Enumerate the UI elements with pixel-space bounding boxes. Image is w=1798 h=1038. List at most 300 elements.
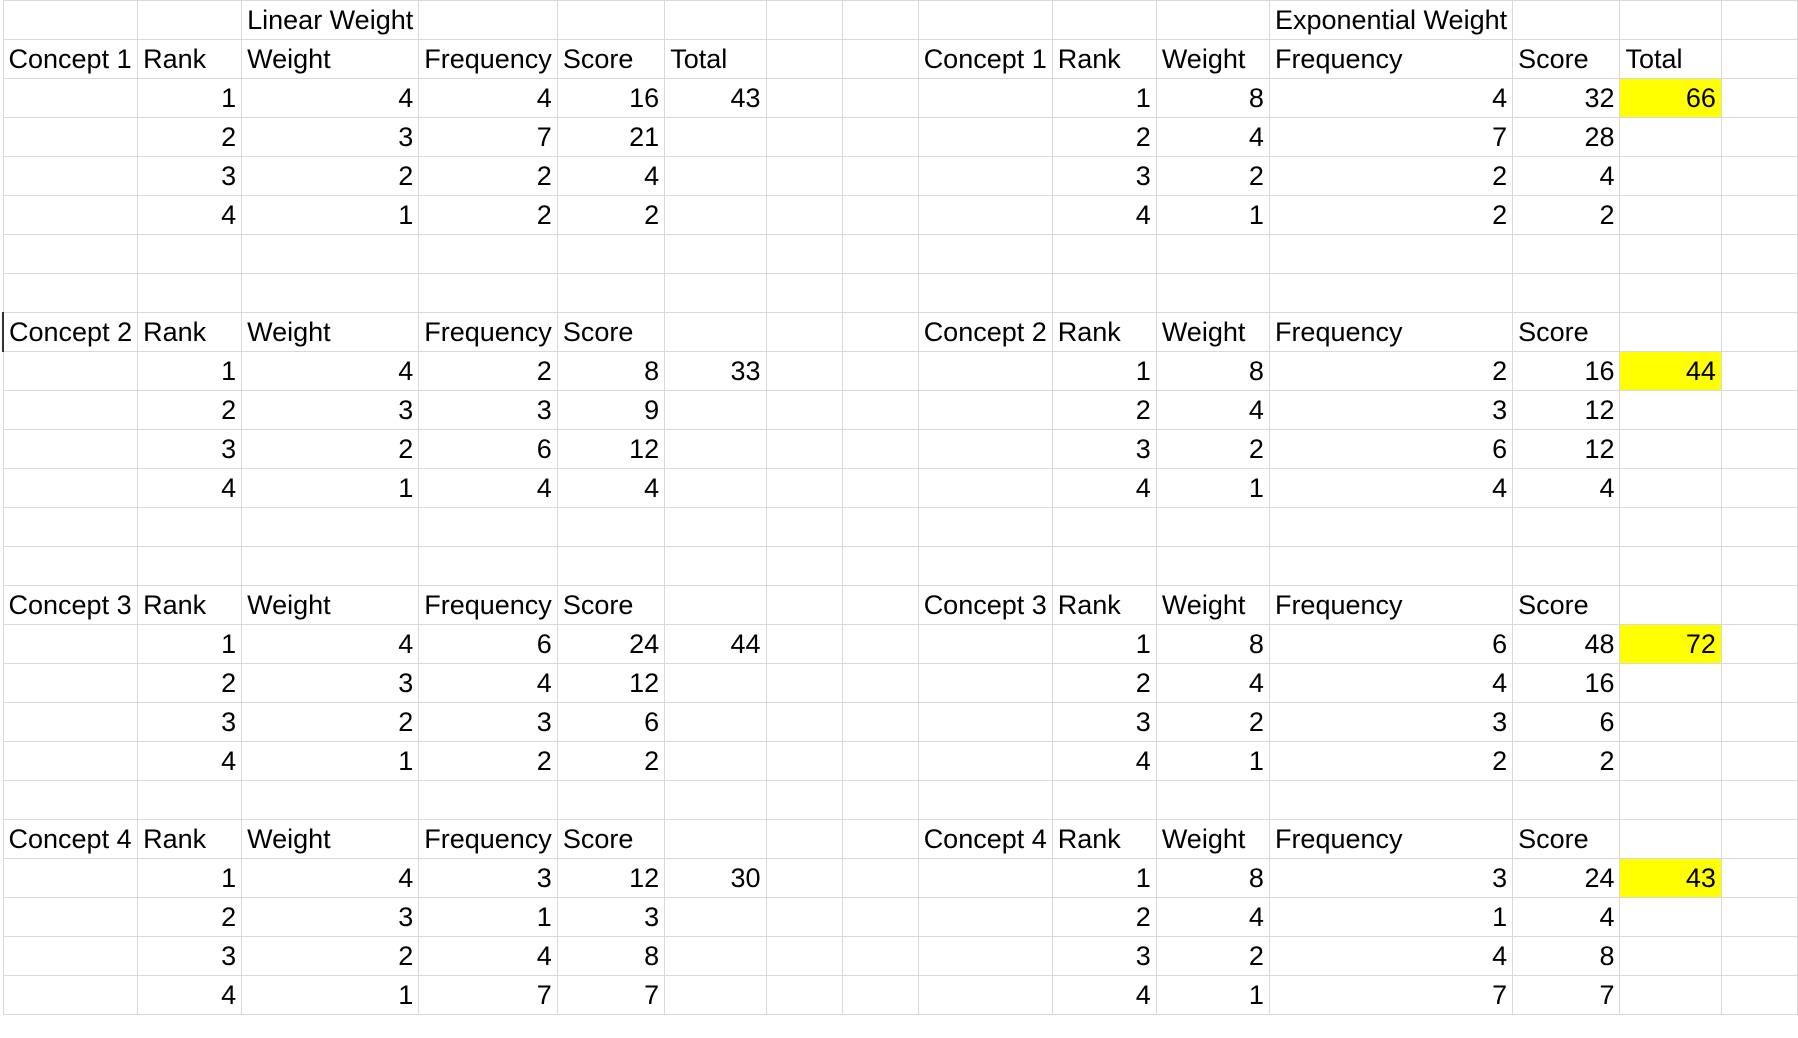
sheet-cell[interactable]: 4	[138, 196, 242, 235]
sheet-cell[interactable]: 3	[138, 703, 242, 742]
sheet-cell[interactable]	[665, 430, 766, 469]
sheet-cell[interactable]	[842, 547, 918, 586]
sheet-cell[interactable]: 4	[1052, 976, 1156, 1015]
sheet-cell[interactable]	[766, 157, 842, 196]
sheet-cell[interactable]	[842, 703, 918, 742]
sheet-cell[interactable]: 4	[242, 352, 419, 391]
sheet-cell[interactable]: 3	[1269, 391, 1512, 430]
sheet-cell[interactable]: 3	[242, 391, 419, 430]
sheet-cell[interactable]	[3, 976, 138, 1015]
sheet-cell[interactable]	[1620, 313, 1721, 352]
sheet-cell[interactable]	[557, 547, 664, 586]
sheet-cell[interactable]	[918, 79, 1052, 118]
sheet-cell[interactable]: 66	[1620, 79, 1721, 118]
sheet-cell[interactable]: 12	[1513, 391, 1620, 430]
sheet-cell[interactable]	[918, 469, 1052, 508]
sheet-cell[interactable]	[918, 976, 1052, 1015]
sheet-cell[interactable]	[3, 625, 138, 664]
sheet-cell[interactable]: Concept 4	[3, 820, 138, 859]
sheet-cell[interactable]	[1156, 508, 1269, 547]
sheet-cell[interactable]	[1721, 508, 1797, 547]
sheet-cell[interactable]: 12	[1513, 430, 1620, 469]
sheet-cell[interactable]	[1721, 352, 1797, 391]
sheet-cell[interactable]	[1721, 235, 1797, 274]
sheet-cell[interactable]	[766, 859, 842, 898]
sheet-cell[interactable]: 6	[1269, 430, 1512, 469]
sheet-cell[interactable]	[842, 937, 918, 976]
sheet-cell[interactable]: 8	[1156, 79, 1269, 118]
sheet-cell[interactable]: 3	[419, 859, 558, 898]
sheet-cell[interactable]: 16	[1513, 664, 1620, 703]
sheet-cell[interactable]	[1721, 664, 1797, 703]
sheet-cell[interactable]	[3, 781, 138, 820]
sheet-cell[interactable]: Concept 3	[3, 586, 138, 625]
sheet-cell[interactable]	[766, 937, 842, 976]
sheet-cell[interactable]: 3	[557, 898, 664, 937]
sheet-cell[interactable]: 3	[1052, 703, 1156, 742]
sheet-cell[interactable]	[419, 1, 558, 40]
sheet-cell[interactable]	[918, 508, 1052, 547]
sheet-cell[interactable]: 8	[1156, 625, 1269, 664]
sheet-cell[interactable]: Concept 2	[3, 313, 138, 352]
sheet-cell[interactable]	[1620, 391, 1721, 430]
sheet-cell[interactable]: 43	[665, 79, 766, 118]
sheet-cell[interactable]	[1721, 976, 1797, 1015]
sheet-cell[interactable]	[138, 781, 242, 820]
sheet-cell[interactable]	[842, 586, 918, 625]
sheet-cell[interactable]	[766, 820, 842, 859]
sheet-cell[interactable]: 4	[1156, 898, 1269, 937]
sheet-cell[interactable]: 2	[242, 937, 419, 976]
sheet-cell[interactable]	[242, 781, 419, 820]
sheet-cell[interactable]: Frequency	[1269, 313, 1512, 352]
sheet-cell[interactable]: 7	[1269, 118, 1512, 157]
sheet-cell[interactable]	[3, 157, 138, 196]
sheet-cell[interactable]	[1052, 274, 1156, 313]
sheet-cell[interactable]: 3	[1052, 430, 1156, 469]
sheet-cell[interactable]	[3, 79, 138, 118]
sheet-cell[interactable]	[766, 118, 842, 157]
sheet-cell[interactable]: 3	[419, 703, 558, 742]
sheet-cell[interactable]	[1721, 937, 1797, 976]
sheet-cell[interactable]: 4	[1156, 664, 1269, 703]
sheet-cell[interactable]	[1721, 586, 1797, 625]
sheet-cell[interactable]	[138, 274, 242, 313]
sheet-cell[interactable]: 44	[665, 625, 766, 664]
sheet-cell[interactable]	[1721, 313, 1797, 352]
sheet-cell[interactable]: Weight	[1156, 40, 1269, 79]
sheet-cell[interactable]: 7	[557, 976, 664, 1015]
sheet-cell[interactable]	[665, 469, 766, 508]
sheet-cell[interactable]: Exponential Weight	[1269, 1, 1512, 40]
sheet-cell[interactable]	[3, 508, 138, 547]
sheet-cell[interactable]	[1620, 937, 1721, 976]
sheet-cell[interactable]	[1269, 508, 1512, 547]
sheet-cell[interactable]	[918, 742, 1052, 781]
sheet-cell[interactable]: Score	[557, 586, 664, 625]
sheet-cell[interactable]	[1721, 391, 1797, 430]
sheet-cell[interactable]	[138, 1, 242, 40]
sheet-cell[interactable]: 2	[242, 703, 419, 742]
sheet-cell[interactable]	[665, 391, 766, 430]
sheet-cell[interactable]	[842, 157, 918, 196]
sheet-cell[interactable]	[918, 937, 1052, 976]
sheet-cell[interactable]	[665, 196, 766, 235]
sheet-cell[interactable]	[1721, 703, 1797, 742]
sheet-cell[interactable]	[918, 391, 1052, 430]
sheet-cell[interactable]: 4	[1269, 664, 1512, 703]
sheet-cell[interactable]	[419, 547, 558, 586]
sheet-cell[interactable]: 30	[665, 859, 766, 898]
sheet-cell[interactable]	[1620, 508, 1721, 547]
sheet-cell[interactable]	[557, 274, 664, 313]
sheet-cell[interactable]	[1620, 664, 1721, 703]
sheet-cell[interactable]	[1721, 274, 1797, 313]
sheet-cell[interactable]	[1156, 1, 1269, 40]
sheet-cell[interactable]	[842, 79, 918, 118]
sheet-cell[interactable]	[918, 118, 1052, 157]
sheet-cell[interactable]: 2	[419, 157, 558, 196]
sheet-cell[interactable]: 7	[419, 118, 558, 157]
sheet-cell[interactable]	[1620, 430, 1721, 469]
sheet-cell[interactable]: 4	[419, 664, 558, 703]
sheet-cell[interactable]: 4	[1052, 196, 1156, 235]
sheet-cell[interactable]	[918, 859, 1052, 898]
sheet-cell[interactable]: 16	[1513, 352, 1620, 391]
sheet-cell[interactable]: Weight	[242, 40, 419, 79]
sheet-cell[interactable]	[1513, 508, 1620, 547]
sheet-cell[interactable]: 6	[419, 625, 558, 664]
sheet-cell[interactable]: 3	[138, 937, 242, 976]
sheet-cell[interactable]	[1156, 274, 1269, 313]
sheet-cell[interactable]	[766, 274, 842, 313]
sheet-cell[interactable]: 1	[138, 79, 242, 118]
sheet-cell[interactable]: 24	[557, 625, 664, 664]
sheet-cell[interactable]	[242, 547, 419, 586]
sheet-cell[interactable]	[766, 352, 842, 391]
sheet-cell[interactable]: 4	[1052, 742, 1156, 781]
sheet-cell[interactable]	[842, 274, 918, 313]
sheet-cell[interactable]	[1052, 1, 1156, 40]
sheet-cell[interactable]: 4	[138, 976, 242, 1015]
sheet-cell[interactable]: Weight	[242, 313, 419, 352]
sheet-cell[interactable]	[842, 820, 918, 859]
sheet-cell[interactable]: 2	[1269, 352, 1512, 391]
sheet-cell[interactable]: Linear Weight	[242, 1, 419, 40]
sheet-cell[interactable]: 24	[1513, 859, 1620, 898]
sheet-cell[interactable]: 4	[557, 157, 664, 196]
sheet-cell[interactable]: 3	[1052, 157, 1156, 196]
sheet-cell[interactable]	[842, 742, 918, 781]
sheet-cell[interactable]	[665, 235, 766, 274]
sheet-cell[interactable]: Rank	[1052, 820, 1156, 859]
sheet-cell[interactable]: Frequency	[1269, 40, 1512, 79]
sheet-cell[interactable]	[842, 1, 918, 40]
sheet-cell[interactable]: Total	[665, 40, 766, 79]
sheet-cell[interactable]	[1156, 235, 1269, 274]
sheet-cell[interactable]	[557, 781, 664, 820]
sheet-cell[interactable]: 16	[557, 79, 664, 118]
sheet-cell[interactable]	[665, 664, 766, 703]
sheet-cell[interactable]: 8	[557, 937, 664, 976]
sheet-cell[interactable]: 8	[557, 352, 664, 391]
sheet-cell[interactable]	[3, 118, 138, 157]
sheet-cell[interactable]: 3	[1269, 859, 1512, 898]
sheet-cell[interactable]: 3	[138, 157, 242, 196]
sheet-cell[interactable]: 32	[1513, 79, 1620, 118]
sheet-cell[interactable]	[3, 391, 138, 430]
sheet-cell[interactable]	[842, 391, 918, 430]
sheet-cell[interactable]: 1	[419, 898, 558, 937]
sheet-cell[interactable]	[1721, 40, 1797, 79]
sheet-cell[interactable]	[1052, 781, 1156, 820]
sheet-cell[interactable]	[1620, 274, 1721, 313]
sheet-cell[interactable]: 21	[557, 118, 664, 157]
sheet-cell[interactable]	[3, 664, 138, 703]
sheet-cell[interactable]	[1513, 235, 1620, 274]
sheet-cell[interactable]	[665, 274, 766, 313]
sheet-cell[interactable]	[665, 313, 766, 352]
sheet-cell[interactable]	[1721, 118, 1797, 157]
sheet-cell[interactable]	[419, 781, 558, 820]
sheet-cell[interactable]	[419, 274, 558, 313]
sheet-cell[interactable]: Frequency	[419, 820, 558, 859]
sheet-cell[interactable]: 4	[1513, 898, 1620, 937]
sheet-cell[interactable]: 1	[138, 859, 242, 898]
sheet-cell[interactable]: Rank	[1052, 586, 1156, 625]
sheet-cell[interactable]	[665, 937, 766, 976]
sheet-cell[interactable]	[766, 898, 842, 937]
sheet-cell[interactable]	[766, 625, 842, 664]
sheet-cell[interactable]: 2	[419, 742, 558, 781]
sheet-cell[interactable]: 3	[242, 898, 419, 937]
sheet-cell[interactable]: Score	[1513, 820, 1620, 859]
sheet-cell[interactable]	[1620, 898, 1721, 937]
sheet-cell[interactable]: 1	[242, 196, 419, 235]
sheet-cell[interactable]: 2	[1052, 391, 1156, 430]
sheet-cell[interactable]	[842, 40, 918, 79]
sheet-cell[interactable]: 1	[1052, 625, 1156, 664]
sheet-cell[interactable]	[1620, 820, 1721, 859]
sheet-cell[interactable]: Rank	[1052, 40, 1156, 79]
sheet-cell[interactable]	[1620, 1, 1721, 40]
sheet-cell[interactable]	[1620, 781, 1721, 820]
sheet-cell[interactable]	[1620, 469, 1721, 508]
sheet-cell[interactable]: 44	[1620, 352, 1721, 391]
sheet-cell[interactable]	[766, 40, 842, 79]
sheet-cell[interactable]	[1052, 235, 1156, 274]
sheet-cell[interactable]	[1620, 547, 1721, 586]
sheet-cell[interactable]	[3, 703, 138, 742]
sheet-cell[interactable]	[1156, 781, 1269, 820]
sheet-cell[interactable]	[918, 703, 1052, 742]
sheet-cell[interactable]: 4	[138, 742, 242, 781]
sheet-cell[interactable]	[1721, 781, 1797, 820]
sheet-cell[interactable]	[842, 508, 918, 547]
sheet-cell[interactable]	[842, 859, 918, 898]
sheet-cell[interactable]: 2	[557, 742, 664, 781]
sheet-cell[interactable]	[3, 352, 138, 391]
sheet-cell[interactable]: 2	[1269, 742, 1512, 781]
sheet-cell[interactable]	[1052, 508, 1156, 547]
sheet-cell[interactable]	[242, 235, 419, 274]
sheet-cell[interactable]: Frequency	[419, 313, 558, 352]
sheet-cell[interactable]: 1	[242, 976, 419, 1015]
sheet-cell[interactable]	[842, 469, 918, 508]
sheet-cell[interactable]: Weight	[242, 586, 419, 625]
sheet-cell[interactable]	[766, 703, 842, 742]
sheet-cell[interactable]: 4	[1156, 391, 1269, 430]
sheet-cell[interactable]	[1721, 898, 1797, 937]
sheet-cell[interactable]	[1513, 547, 1620, 586]
sheet-cell[interactable]: Weight	[1156, 313, 1269, 352]
sheet-cell[interactable]	[3, 937, 138, 976]
sheet-cell[interactable]: Concept 4	[918, 820, 1052, 859]
sheet-cell[interactable]: Weight	[1156, 586, 1269, 625]
sheet-cell[interactable]	[665, 118, 766, 157]
sheet-cell[interactable]	[842, 235, 918, 274]
sheet-cell[interactable]: Weight	[242, 820, 419, 859]
sheet-cell[interactable]	[766, 742, 842, 781]
sheet-cell[interactable]: 1	[1156, 742, 1269, 781]
sheet-cell[interactable]: 4	[1269, 469, 1512, 508]
sheet-cell[interactable]: 3	[242, 118, 419, 157]
sheet-cell[interactable]	[842, 352, 918, 391]
sheet-cell[interactable]: 4	[1269, 79, 1512, 118]
sheet-cell[interactable]	[3, 898, 138, 937]
sheet-cell[interactable]: 6	[557, 703, 664, 742]
sheet-cell[interactable]	[1513, 1, 1620, 40]
sheet-cell[interactable]: 4	[1052, 469, 1156, 508]
sheet-cell[interactable]	[918, 274, 1052, 313]
sheet-cell[interactable]: 2	[138, 118, 242, 157]
sheet-cell[interactable]: Frequency	[419, 586, 558, 625]
sheet-cell[interactable]: 4	[419, 937, 558, 976]
sheet-cell[interactable]	[138, 547, 242, 586]
sheet-cell[interactable]	[918, 664, 1052, 703]
sheet-cell[interactable]: 1	[138, 352, 242, 391]
sheet-cell[interactable]: 8	[1156, 352, 1269, 391]
sheet-cell[interactable]: 2	[1052, 898, 1156, 937]
sheet-cell[interactable]	[1620, 703, 1721, 742]
sheet-cell[interactable]	[3, 859, 138, 898]
sheet-cell[interactable]: 4	[242, 625, 419, 664]
sheet-cell[interactable]: 2	[1156, 430, 1269, 469]
sheet-cell[interactable]: 4	[242, 859, 419, 898]
sheet-cell[interactable]: 2	[1052, 118, 1156, 157]
sheet-cell[interactable]: 7	[1513, 976, 1620, 1015]
sheet-cell[interactable]	[1269, 547, 1512, 586]
sheet-cell[interactable]	[665, 976, 766, 1015]
sheet-cell[interactable]	[3, 430, 138, 469]
sheet-cell[interactable]	[918, 781, 1052, 820]
sheet-cell[interactable]	[419, 508, 558, 547]
sheet-cell[interactable]	[842, 898, 918, 937]
sheet-cell[interactable]	[3, 274, 138, 313]
sheet-cell[interactable]	[918, 352, 1052, 391]
sheet-cell[interactable]	[665, 703, 766, 742]
sheet-cell[interactable]: Concept 1	[3, 40, 138, 79]
sheet-cell[interactable]	[1620, 118, 1721, 157]
sheet-cell[interactable]: 4	[419, 469, 558, 508]
sheet-cell[interactable]: Frequency	[419, 40, 558, 79]
sheet-cell[interactable]	[557, 1, 664, 40]
sheet-cell[interactable]: Rank	[138, 586, 242, 625]
sheet-cell[interactable]	[766, 664, 842, 703]
sheet-cell[interactable]	[665, 508, 766, 547]
sheet-cell[interactable]: 6	[419, 430, 558, 469]
sheet-cell[interactable]	[918, 547, 1052, 586]
sheet-cell[interactable]	[766, 1, 842, 40]
sheet-cell[interactable]	[1513, 274, 1620, 313]
sheet-cell[interactable]	[665, 742, 766, 781]
sheet-cell[interactable]: 2	[138, 664, 242, 703]
sheet-cell[interactable]	[766, 196, 842, 235]
sheet-cell[interactable]: Weight	[1156, 820, 1269, 859]
sheet-cell[interactable]	[918, 235, 1052, 274]
sheet-cell[interactable]	[766, 79, 842, 118]
sheet-cell[interactable]	[665, 781, 766, 820]
sheet-cell[interactable]: 1	[1052, 352, 1156, 391]
sheet-cell[interactable]	[3, 742, 138, 781]
sheet-cell[interactable]	[842, 430, 918, 469]
sheet-cell[interactable]	[918, 898, 1052, 937]
sheet-cell[interactable]: 2	[1156, 937, 1269, 976]
sheet-cell[interactable]	[1620, 196, 1721, 235]
sheet-cell[interactable]: Score	[557, 820, 664, 859]
sheet-cell[interactable]: Frequency	[1269, 586, 1512, 625]
sheet-cell[interactable]: 2	[138, 898, 242, 937]
sheet-cell[interactable]	[1721, 859, 1797, 898]
sheet-cell[interactable]: 2	[138, 391, 242, 430]
sheet-cell[interactable]: 4	[1513, 469, 1620, 508]
sheet-cell[interactable]: Rank	[138, 313, 242, 352]
sheet-cell[interactable]: 1	[242, 469, 419, 508]
sheet-cell[interactable]	[918, 430, 1052, 469]
sheet-cell[interactable]	[1620, 157, 1721, 196]
sheet-cell[interactable]	[1156, 547, 1269, 586]
sheet-cell[interactable]	[1721, 547, 1797, 586]
sheet-cell[interactable]	[3, 196, 138, 235]
sheet-cell[interactable]: 7	[1269, 976, 1512, 1015]
sheet-cell[interactable]: 1	[1156, 196, 1269, 235]
sheet-cell[interactable]: 1	[138, 625, 242, 664]
sheet-cell[interactable]: 2	[1156, 157, 1269, 196]
sheet-cell[interactable]: 2	[242, 430, 419, 469]
sheet-cell[interactable]	[918, 196, 1052, 235]
sheet-cell[interactable]: 12	[557, 430, 664, 469]
sheet-cell[interactable]	[1721, 157, 1797, 196]
sheet-cell[interactable]: 4	[242, 79, 419, 118]
sheet-cell[interactable]	[1269, 274, 1512, 313]
sheet-cell[interactable]: 3	[1052, 937, 1156, 976]
sheet-cell[interactable]: Score	[1513, 586, 1620, 625]
sheet-cell[interactable]: 72	[1620, 625, 1721, 664]
sheet-cell[interactable]: Concept 1	[918, 40, 1052, 79]
sheet-cell[interactable]	[3, 469, 138, 508]
sheet-cell[interactable]	[918, 625, 1052, 664]
sheet-cell[interactable]	[766, 235, 842, 274]
sheet-cell[interactable]	[665, 586, 766, 625]
sheet-cell[interactable]: 2	[1269, 157, 1512, 196]
sheet-cell[interactable]	[766, 976, 842, 1015]
sheet-cell[interactable]	[766, 547, 842, 586]
sheet-cell[interactable]: Concept 3	[918, 586, 1052, 625]
sheet-cell[interactable]	[766, 430, 842, 469]
sheet-cell[interactable]	[1620, 586, 1721, 625]
sheet-cell[interactable]	[842, 781, 918, 820]
sheet-cell[interactable]	[766, 508, 842, 547]
